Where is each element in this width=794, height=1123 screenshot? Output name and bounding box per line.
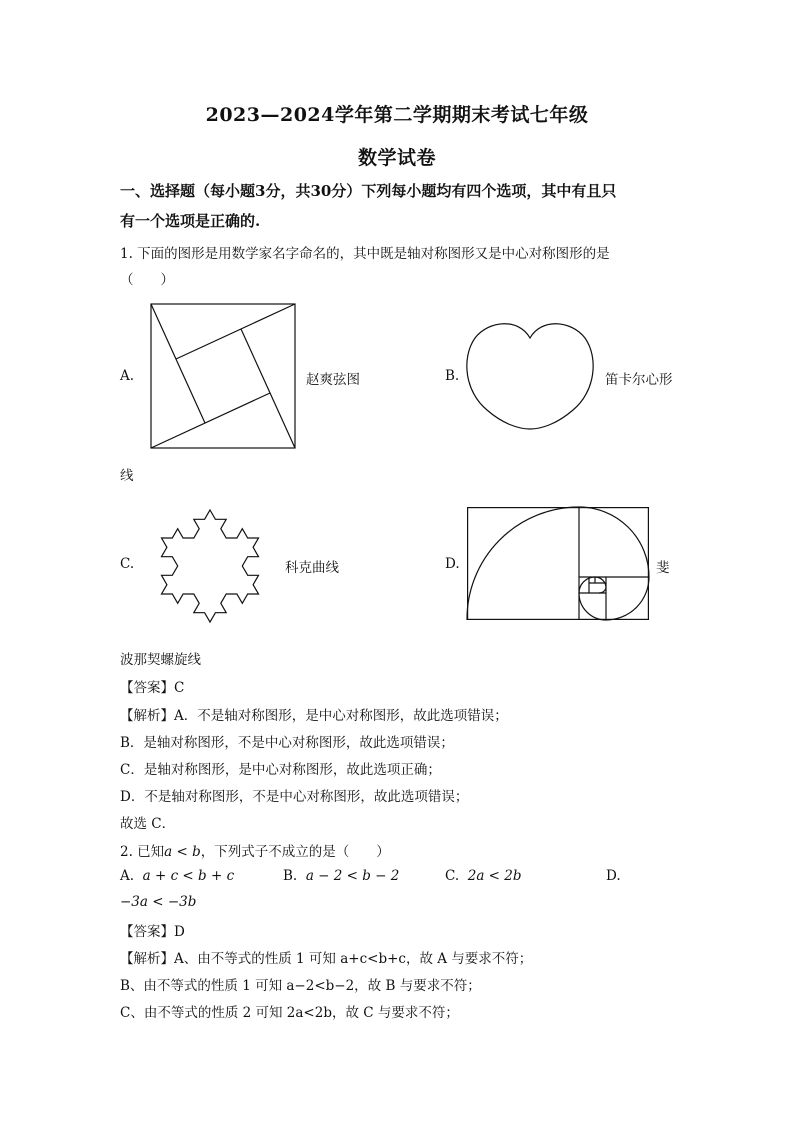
q1-option-c-caption: 科克曲线 <box>285 560 339 576</box>
q1-analysis-line-4: D．不是轴对称图形，不是中心对称图形，故此选项错误； <box>120 789 469 805</box>
q2-answer: 【答案】D <box>120 924 185 940</box>
q1-option-d-caption-wrap: 波那契螺旋线 <box>120 652 201 668</box>
exam-subtitle: 数学试卷 <box>357 147 436 169</box>
q1-analysis-lead: 【解析】 <box>120 708 174 724</box>
q1-answer: 【答案】C <box>120 680 185 696</box>
q1-stem: 1. 下面的图形是用数学家名字命名的，其中既是轴对称图形又是中心对称图形的是 <box>120 246 610 262</box>
q1-analysis-line-3: C．是轴对称图形，是中心对称图形，故此选项正确； <box>120 762 441 778</box>
q1-analysis-line-2: B．是轴对称图形，不是中心对称图形，故此选项错误； <box>120 735 454 751</box>
q1-analysis-line-1 <box>120 704 508 724</box>
section-heading-line2: 有一个选项是正确的. <box>120 212 261 230</box>
q2-analysis-line-3: C、由不等式的性质 2 可知 2a<2b，故 C 与要求不符； <box>120 1005 459 1021</box>
q2-stem <box>120 840 390 860</box>
q2-option-a-letter: A. <box>120 868 135 884</box>
q1-paren: （ ） <box>120 272 174 288</box>
q1-analysis-text-1: A．不是轴对称图形，是中心对称图形，故此选项错误； <box>174 708 508 724</box>
q1-option-b-letter: B. <box>445 368 460 384</box>
q2-option-b-letter: B. <box>283 868 298 884</box>
q1-option-c-letter: C. <box>120 556 135 572</box>
q2-analysis-line-2: B、由不等式的性质 1 可知 a−2<b−2，故 B 与要求不符； <box>120 978 481 994</box>
cardioid-figure <box>467 320 593 430</box>
q1-option-a-caption: 赵爽弦图 <box>306 372 360 388</box>
q2-stem-suffix: ，下列式子不成立的是（ ） <box>200 844 390 860</box>
q2-stem-prefix: 2. 已知 <box>120 844 165 860</box>
exam-title: 2023—2024学年第二学期期末考试七年级 <box>205 104 589 126</box>
q1-option-a-letter: A. <box>120 368 135 384</box>
q2-option-b <box>283 868 399 884</box>
section-heading-line1: 一、选择题（每小题3分，共30分）下列每小题均有四个选项，其中有且只 <box>120 182 617 200</box>
q2-analysis-lead: 【解析】 <box>120 951 174 967</box>
q2-analysis-line-1 <box>120 947 532 967</box>
q2-analysis-text-1: A、由不等式的性质 1 可知 a+c<b+c，故 A 与要求不符； <box>174 951 533 967</box>
zhao-shuang-figure <box>150 303 296 449</box>
q2-option-c-expr: 2a < 2b <box>467 868 522 884</box>
q1-option-b-caption-wrap: 线 <box>120 468 134 484</box>
q1-conclusion: 故选 C． <box>120 816 176 832</box>
fibonacci-spiral-figure <box>467 507 649 620</box>
koch-curve-figure <box>146 492 274 636</box>
q2-option-c-letter: C. <box>445 868 460 884</box>
q2-option-c <box>445 868 522 884</box>
q2-option-d-expr: −3a < −3b <box>120 894 197 910</box>
q2-stem-condition: a < b <box>164 844 201 860</box>
q2-option-a <box>120 868 234 884</box>
q2-option-d-letter: D. <box>606 868 621 884</box>
q2-option-a-expr: a + c < b + c <box>142 868 235 884</box>
q1-option-d-caption: 斐 <box>656 560 670 576</box>
q2-option-b-expr: a − 2 < b − 2 <box>305 868 400 884</box>
q1-option-d-letter: D. <box>445 556 460 572</box>
q1-option-b-caption: 笛卡尔心形 <box>605 372 673 388</box>
